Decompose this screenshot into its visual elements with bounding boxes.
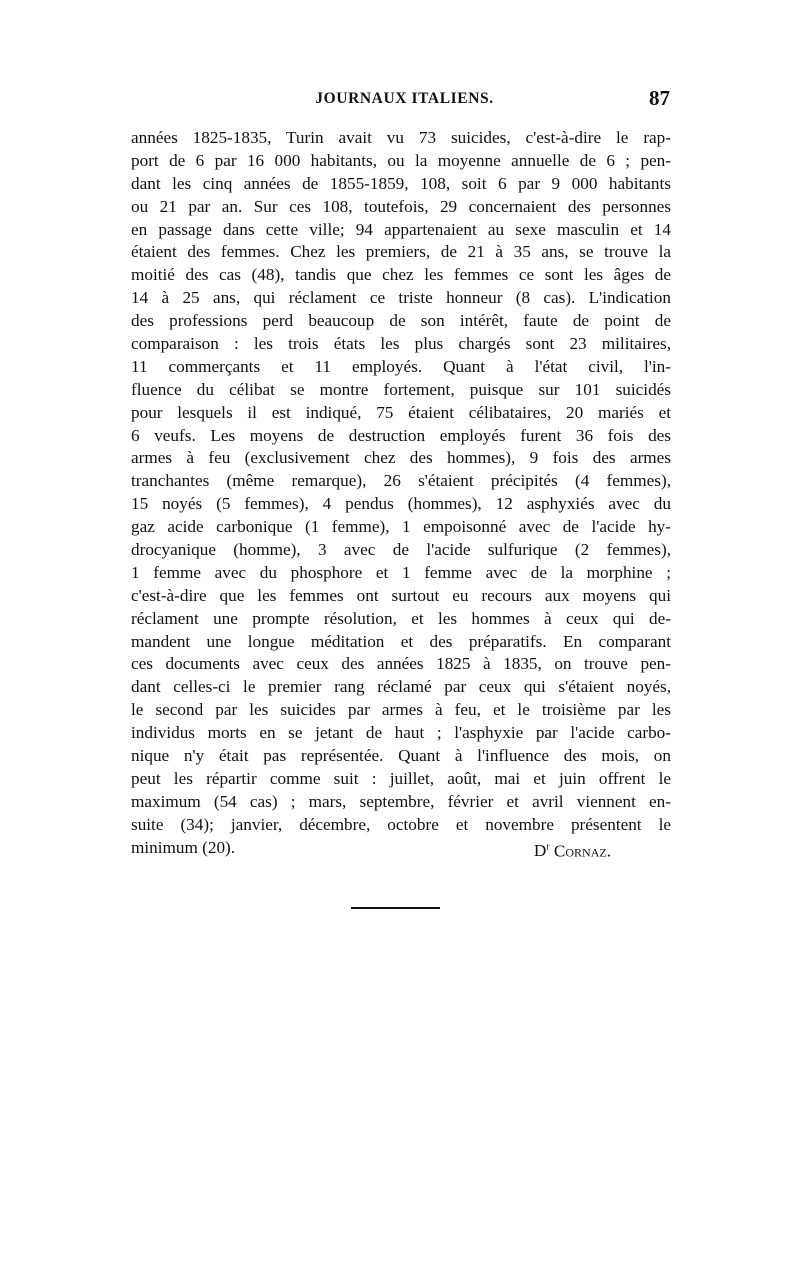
text-line: mandent une longue méditation et des préparatifs. En comparant <box>131 631 671 651</box>
text-line: pour lesquels il est indiqué, 75 étaient célibataires, 20 mariés et <box>131 402 671 422</box>
text-line: années 1825-1835, Turin avait vu 73 suicides, c'est-à-dire le rap- <box>131 128 671 147</box>
running-title: JOURNAUX ITALIENS. <box>315 90 494 107</box>
signature-title-sup: r <box>546 841 550 853</box>
text-line: 14 à 25 ans, qui réclament ce triste honneur (8 cas). L'indication <box>131 288 671 308</box>
page-number: 87 <box>649 86 670 110</box>
text-line: ou 21 par an. Sur ces 108, toutefois, 29 concernaient des personnes <box>131 196 671 216</box>
text-line: maximum (54 cas) ; mars, septembre, février et avril viennent en- <box>131 791 671 811</box>
text-line: en passage dans cette ville; 94 appartenaient au sexe masculin et 14 <box>131 219 671 239</box>
section-rule <box>351 907 440 909</box>
body-text <box>131 127 671 860</box>
signature-title <box>534 841 550 860</box>
text-line: suite (34); janvier, décembre, octobre et novembre présentent le <box>131 814 671 834</box>
text-line: 1 femme avec du phosphore et 1 femme avec de la morphine ; <box>131 562 671 582</box>
text-line: dant les cinq années de 1855-1859, 108, soit 6 par 9 000 habitants <box>131 173 671 193</box>
text-line: le second par les suicides par armes à feu, et le troisième par les <box>131 700 671 720</box>
final-text: minimum (20). <box>131 837 236 857</box>
text-line: fluence du célibat se montre fortement, puisque sur 101 suicidés <box>131 379 671 399</box>
running-head <box>133 86 670 116</box>
text-line: 11 commerçants et 11 employés. Quant à l'état civil, l'in- <box>131 356 671 376</box>
signature-name: Cornaz. <box>553 841 611 861</box>
text-line: comparaison : les trois états les plus chargés sont 23 militaires, <box>131 334 671 354</box>
text-line: individus morts en se jetant de haut ; l'asphyxie par l'acide carbo- <box>131 723 671 743</box>
text-line: moitié des cas (48), tandis que chez les femmes ce sont les âges de <box>131 265 671 285</box>
text-line: ces documents avec ceux des années 1825 à 1835, on trouve pen- <box>131 654 671 674</box>
text-line: 15 noyés (5 femmes), 4 pendus (hommes), 12 asphyxiés avec du <box>131 494 671 514</box>
text-line: 6 veufs. Les moyens de destruction employés furent 36 fois des <box>131 425 671 445</box>
signature <box>534 837 671 860</box>
text-line: gaz acide carbonique (1 femme), 1 empoisonné avec de l'acide hy- <box>131 517 671 537</box>
text-line: port de 6 par 16 000 habitants, ou la moyenne annuelle de 6 ; pen- <box>131 150 671 170</box>
text-line: étaient des femmes. Chez les premiers, de 21 à 35 ans, se trouve la <box>131 242 671 262</box>
text-line: nique n'y était pas représentée. Quant à l'influence des mois, on <box>131 746 671 766</box>
signature-title-text: D <box>533 841 547 861</box>
text-line: tranchantes (même remarque), 26 s'étaient précipités (4 femmes), <box>131 471 671 491</box>
text-line: drocyanique (homme), 3 avec de l'acide sulfurique (2 femmes), <box>131 540 671 560</box>
text-line: réclament une prompte résolution, et les hommes à ceux qui de- <box>131 608 671 628</box>
text-line: armes à feu (exclusivement chez des hommes), 9 fois des armes <box>131 448 671 468</box>
text-line: peut les répartir comme suit : juillet, août, mai et juin offrent le <box>131 768 671 788</box>
final-line <box>131 837 671 860</box>
text-line: des professions perd beaucoup de son intérêt, faute de point de <box>131 311 671 331</box>
text-line: c'est-à-dire que les femmes ont surtout eu recours aux moyens qui <box>131 585 671 605</box>
text-line: dant celles-ci le premier rang réclamé par ceux qui s'étaient noyés, <box>131 677 671 697</box>
